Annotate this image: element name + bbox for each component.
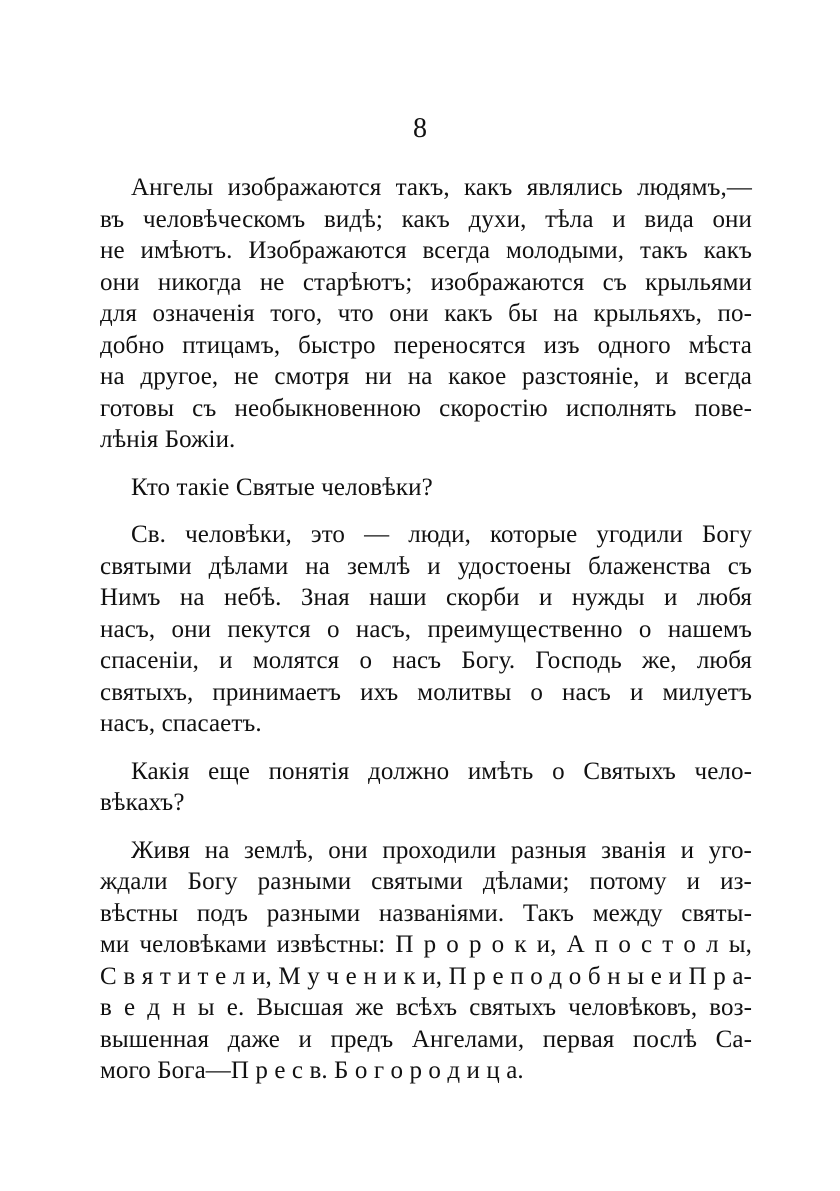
text-line: для означенія того, что они какъ бы на крыльяхъ, по- <box>100 300 752 327</box>
question-line: вѣкахъ? <box>100 789 185 816</box>
page-body <box>100 172 752 1103</box>
paragraph-saints-answer <box>100 519 752 740</box>
text-line: лѣнія Божіи. <box>100 426 236 453</box>
text-line: мого Бога—П р е с в. Б о г о р о д и ц а. <box>100 1057 524 1084</box>
question-line: Кто такіе Святые человѣки? <box>131 473 433 501</box>
page-number: 8 <box>413 113 427 144</box>
text-line: Нимъ на небѣ. Зная наши скорби и нужды и любя <box>100 584 752 611</box>
text-line: вѣстны подъ разными названіями. Такъ между святы- <box>100 899 752 927</box>
text-line: в е д н ы е. Высшая же всѣхъ святыхъ человѣковъ, воз- <box>100 994 752 1021</box>
text-line: въ человѣческомъ видѣ; какъ духи, тѣла и вида они <box>100 205 752 233</box>
text-line: готовы съ необыкновенною скоростію исполнять пове- <box>100 394 752 422</box>
text-line: святыхъ, принимаетъ ихъ молитвы о насъ и милуетъ <box>100 678 752 706</box>
text-line: ждали Богу разными святыми дѣлами; потому и из- <box>100 868 752 895</box>
text-line: насъ, они пекутся о насъ, преимущественно о нашемъ <box>100 615 752 643</box>
paragraph-saints-ranks <box>100 835 752 1087</box>
text-line: Ангелы изображаются такъ, какъ являлись людямъ,— <box>131 174 752 201</box>
text-line: добно птицамъ, быстро переносятся изъ одного мѣста <box>100 331 752 359</box>
text-line: Живя на землѣ, они проходили разныя званія и уго- <box>131 836 752 864</box>
question-line: Какія еще понятія должно имѣть о Святыхъ чело- <box>131 757 752 785</box>
text-line: ми человѣками извѣстны: П р о р о к и, А п о с т о л ы, <box>100 931 752 958</box>
text-line: насъ, спасаетъ. <box>100 710 262 737</box>
paragraph-angels-answer <box>100 172 752 456</box>
question-saints <box>100 472 752 504</box>
text-line: они никогда не старѣютъ; изображаются съ крыльями <box>100 268 752 296</box>
text-line: Св. человѣки, это — люди, которые угодили Богу <box>131 521 752 548</box>
text-line: вышенная даже и предъ Ангелами, первая послѣ Са- <box>100 1025 752 1053</box>
text-line: не имѣютъ. Изображаются всегда молодыми, такъ какъ <box>100 237 752 264</box>
text-line: святыми дѣлами на землѣ и удостоены блаженства съ <box>100 552 752 580</box>
text-line: на другое, не смотря ни на какое разстояніе, и всегда <box>100 363 752 390</box>
question-saints-concepts <box>100 756 752 819</box>
text-line: С в я т и т е л и, М у ч е н и к и, П р е п о д о б н ы е и П р а- <box>100 962 752 990</box>
text-line: спасеніи, и молятся о насъ Богу. Господь же, любя <box>100 647 752 674</box>
